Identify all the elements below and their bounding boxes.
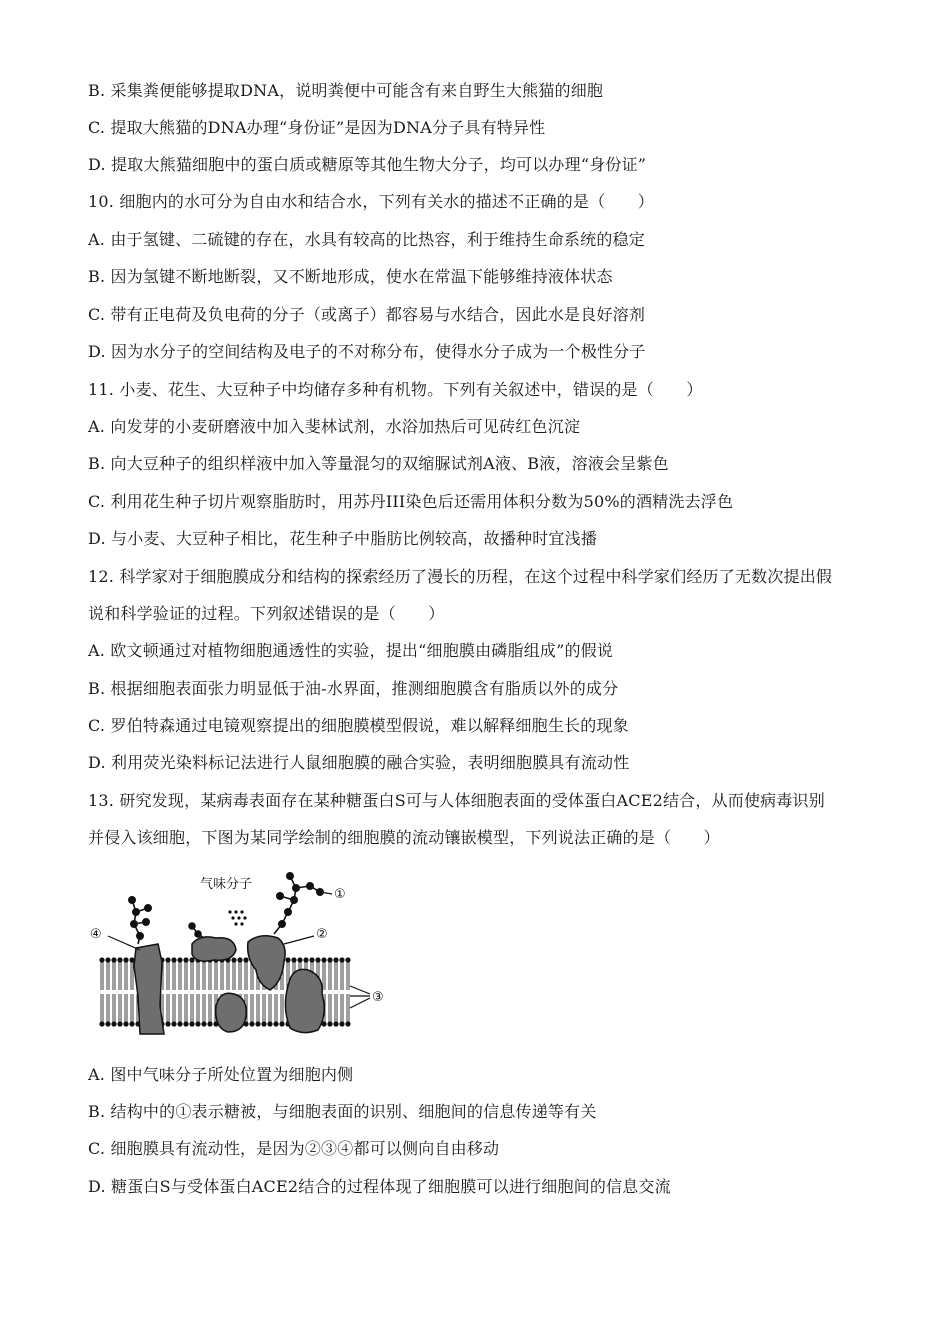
lipid-head [105, 1021, 110, 1026]
odor-molecule-dots [228, 910, 246, 925]
lipid-head [321, 957, 326, 962]
embedded-protein-bottom [216, 993, 247, 1032]
q9-option-c: C. 提取大熊猫的DNA办理“身份证”是因为DNA分子具有特异性 [88, 118, 546, 137]
lipid-head [207, 1021, 212, 1026]
lipid-tail [203, 962, 205, 990]
lipid-tail [107, 962, 109, 990]
lipid-tail [179, 994, 181, 1022]
lipid-tail [167, 962, 169, 990]
q13-option-c: C. 细胞膜具有流动性，是因为②③④都可以侧向自由移动 [88, 1139, 500, 1158]
lipid-tail [209, 994, 211, 1022]
lipid-tail [257, 994, 259, 1022]
lipid-head [129, 1021, 134, 1026]
odor-molecule-label: 气味分子 [200, 877, 253, 892]
label-2: ② [316, 927, 328, 942]
q11-stem: 11. 小麦、花生、大豆种子中均储存多种有机物。下列有关叙述中，错误的是（ ） [88, 380, 703, 399]
lipid-head [177, 1021, 182, 1026]
lipid-head [249, 1021, 254, 1026]
lipid-head [297, 957, 302, 962]
lipid-head [123, 957, 128, 962]
lipid-head [267, 1021, 272, 1026]
lipid-head [117, 1021, 122, 1026]
label-1: ① [334, 887, 346, 902]
lipid-tail [347, 962, 349, 990]
lipid-tail [281, 994, 283, 1022]
lipid-tail [119, 962, 121, 990]
lipid-head [333, 957, 338, 962]
lipid-tail [329, 962, 331, 990]
lipid-tail [185, 994, 187, 1022]
lipid-head [315, 957, 320, 962]
lipid-head [309, 957, 314, 962]
lipid-tail [341, 994, 343, 1022]
lipid-tail [101, 962, 103, 990]
lipid-tail [227, 962, 229, 990]
lipid-head [171, 957, 176, 962]
q10-option-a: A. 由于氢键、二硫键的存在，水具有较高的比热容，利于维持生命系统的稳定 [88, 230, 645, 249]
q12-option-d: D. 利用荧光染料标记法进行人鼠细胞膜的融合实验，表明细胞膜具有流动性 [88, 753, 630, 772]
lipid-tail [323, 962, 325, 990]
lipid-head [171, 1021, 176, 1026]
lipid-tail [119, 994, 121, 1022]
glycan-chain-1 [274, 873, 323, 934]
lipid-head [255, 1021, 260, 1026]
lipid-tail [185, 962, 187, 990]
lipid-head [183, 957, 188, 962]
q9-option-b: B. 采集粪便能够提取DNA，说明粪便中可能含有来自野生大熊猫的细胞 [88, 81, 604, 100]
lipid-head [261, 1021, 266, 1026]
lipid-tail [341, 962, 343, 990]
lipid-head [123, 1021, 128, 1026]
lipid-head [345, 1021, 350, 1026]
q12-option-c: C. 罗伯特森通过电镜观察提出的细胞膜模型假说，难以解释细胞生长的现象 [88, 716, 629, 735]
lipid-tail [209, 962, 211, 990]
lipid-head [195, 1021, 200, 1026]
q12-option-a: A. 欧文顿通过对植物细胞通透性的实验，提出“细胞膜由磷脂组成”的假说 [88, 641, 614, 660]
lipid-tail [125, 994, 127, 1022]
lipid-head [339, 957, 344, 962]
lipid-head [111, 957, 116, 962]
fluid-mosaic-model-diagram [88, 866, 398, 1042]
lipid-head [99, 957, 104, 962]
transmembrane-protein-right [285, 969, 324, 1032]
lipid-tail [245, 962, 247, 990]
q10-option-c: C. 带有正电荷及负电荷的分子（或离子）都容易与水结合，因此水是良好溶剂 [88, 305, 646, 324]
label-4: ④ [90, 927, 102, 942]
lipid-head [231, 957, 236, 962]
q10-stem: 10. 细胞内的水可分为自由水和结合水，下列有关水的描述不正确的是（ ） [88, 192, 654, 211]
lipid-head [105, 957, 110, 962]
lipid-head [285, 957, 290, 962]
lipid-tail [179, 962, 181, 990]
cell-membrane-figure [88, 866, 398, 1042]
lipid-head [165, 957, 170, 962]
lipid-head [333, 1021, 338, 1026]
lipid-head [165, 1021, 170, 1026]
lipid-tail [173, 962, 175, 990]
q13-option-a: A. 图中气味分子所处位置为细胞内侧 [88, 1065, 354, 1084]
lipid-head [117, 957, 122, 962]
lipid-tail [113, 962, 115, 990]
lipid-head [273, 1021, 278, 1026]
q12-stem-line-1: 12. 科学家对于细胞膜成分和结构的探索经历了漫长的历程，在这个过程中科学家们经历了无数次提出假 [88, 567, 833, 586]
lipid-tail [239, 962, 241, 990]
lipid-tail [107, 994, 109, 1022]
transmembrane-protein-4 [134, 944, 164, 1034]
lipid-head [327, 1021, 332, 1026]
lipid-tail [275, 994, 277, 1022]
lipid-tail [269, 994, 271, 1022]
q10-option-d: D. 因为水分子的空间结构及电子的不对称分布，使得水分子成为一个极性分子 [88, 342, 646, 361]
lipid-head [237, 957, 242, 962]
q11-option-b: B. 向大豆种子的组织样液中加入等量混匀的双缩脲试剂A液、B液，溶液会呈紫色 [88, 454, 669, 473]
lipid-tail [335, 994, 337, 1022]
lipid-tail [167, 994, 169, 1022]
lipid-tail [101, 994, 103, 1022]
q9-option-d: D. 提取大熊猫细胞中的蛋白质或糖原等其他生物大分子，均可以办理“身份证” [88, 155, 647, 174]
lipid-tail [131, 994, 133, 1022]
lipid-tail [233, 962, 235, 990]
lipid-head [111, 1021, 116, 1026]
lipid-head [99, 1021, 104, 1026]
lipid-head [183, 1021, 188, 1026]
lipid-head [279, 1021, 284, 1026]
lipid-tail [173, 994, 175, 1022]
q11-option-d: D. 与小麦、大豆种子相比，花生种子中脂肪比例较高，故播种时宜浅播 [88, 529, 598, 548]
lipid-tail [203, 994, 205, 1022]
q13-option-d: D. 糖蛋白S与受体蛋白ACE2结合的过程体现了细胞膜可以进行细胞间的信息交流 [88, 1177, 671, 1196]
q11-option-a: A. 向发芽的小麦研磨液中加入斐林试剂，水浴加热后可见砖红色沉淀 [88, 417, 581, 436]
q13-option-b: B. 结构中的①表示糖被，与细胞表面的识别、细胞间的信息传递等有关 [88, 1102, 597, 1121]
lipid-head [177, 957, 182, 962]
q12-option-b: B. 根据细胞表面张力明显低于油-水界面，推测细胞膜含有脂质以外的成分 [88, 679, 619, 698]
lipid-tail [131, 962, 133, 990]
lipid-tail [197, 962, 199, 990]
lipid-tail [191, 994, 193, 1022]
label-3: ③ [372, 990, 384, 1005]
lipid-tail [347, 994, 349, 1022]
lipid-head [339, 1021, 344, 1026]
q13-stem-line-1: 13. 研究发现，某病毒表面存在某种糖蛋白S可与人体细胞表面的受体蛋白ACE2结合，从而使病毒识别 [88, 791, 825, 810]
lipid-head [201, 1021, 206, 1026]
q12-stem-line-2: 说和科学验证的过程。下列叙述错误的是（ ） [88, 604, 445, 623]
lipid-tail [215, 962, 217, 990]
lipid-tail [113, 994, 115, 1022]
glycan-chain-left [129, 897, 151, 944]
lipid-head [291, 957, 296, 962]
lipid-tail [191, 962, 193, 990]
lipid-tail [263, 994, 265, 1022]
lipid-head [303, 957, 308, 962]
lipid-head [345, 957, 350, 962]
lipid-head [243, 957, 248, 962]
q10-option-b: B. 因为氢键不断地断裂，又不断地形成，使水在常温下能够维持液体状态 [88, 267, 613, 286]
peripheral-protein-top [192, 937, 236, 961]
lipid-tail [335, 962, 337, 990]
lipid-tail [329, 994, 331, 1022]
glycan-chain-middle [189, 923, 204, 938]
lipid-tail [125, 962, 127, 990]
lipid-head [189, 1021, 194, 1026]
lipid-tail [221, 962, 223, 990]
q11-option-c: C. 利用花生种子切片观察脂肪时，用苏丹III染色后还需用体积分数为50%的酒精洗去浮色 [88, 492, 734, 511]
lipid-head [327, 957, 332, 962]
lipid-tail [197, 994, 199, 1022]
q13-stem-line-2: 并侵入该细胞，下图为某同学绘制的细胞膜的流动镶嵌模型，下列说法正确的是（ ） [88, 828, 720, 847]
lipid-tail [251, 994, 253, 1022]
